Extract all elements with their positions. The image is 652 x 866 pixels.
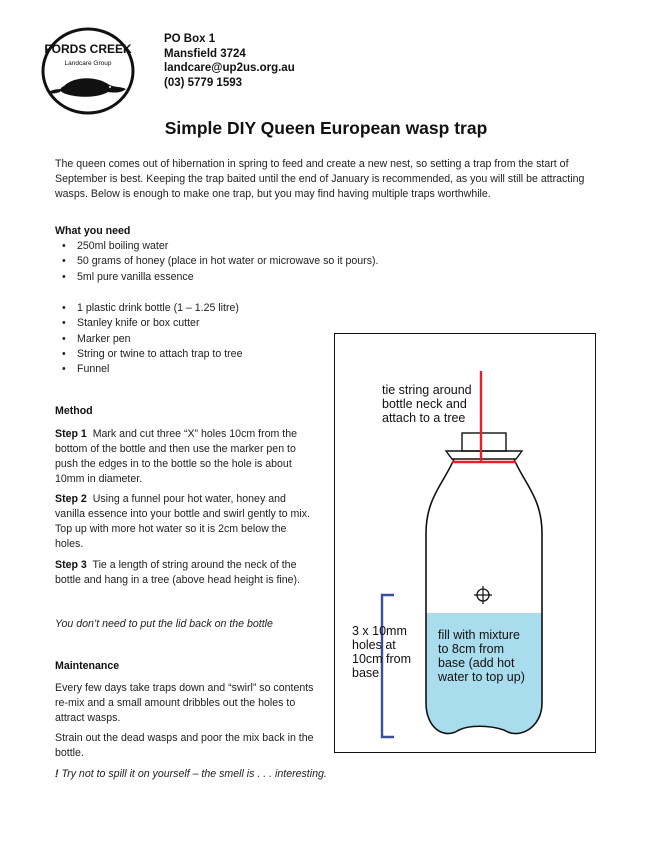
method-heading: Method [55, 405, 93, 417]
step-1 [55, 427, 317, 487]
warning-note [55, 768, 327, 780]
intro-paragraph: The queen comes out of hibernation in spring to feed and create a new nest, so setting a trap from the start of September is best. Keeping the trap baited until the end of January is recommended, as you will still be attracting wasps. Below is enough to make one trap, but you may find having multiple traps worthwhile. [55, 158, 585, 200]
step-2 [55, 492, 317, 552]
holes-label-line-4: base [352, 666, 380, 680]
list-item: • String or twine to attach trap to tree [55, 347, 242, 362]
fill-label-line-3: base (add hot [438, 656, 515, 670]
maintenance-para-2: Strain out the dead wasps and poor the mix back in the bottle. [55, 732, 314, 759]
list-item: • Marker pen [55, 332, 242, 347]
string-label-line-2: bottle neck and [382, 397, 467, 411]
ingredients-list [55, 239, 378, 285]
contact-town: Mansfield 3724 [164, 47, 246, 60]
logo-title: FORDS CREEK [44, 42, 132, 56]
holes-label-line-2: holes at [352, 638, 396, 652]
maintenance-heading: Maintenance [55, 660, 120, 672]
holes-label-line-3: 10cm from [352, 652, 412, 666]
list-item: • 1 plastic drink bottle (1 – 1.25 litre) [55, 301, 242, 316]
step-1-label: Step 1 [55, 428, 87, 440]
list-item: • 5ml pure vanilla essence [55, 270, 378, 285]
fill-label-line-4: water to top up) [438, 670, 525, 684]
list-item: • 50 grams of honey (place in hot water or microwave so it pours). [55, 254, 378, 269]
contact-phone: (03) 5779 1593 [164, 76, 243, 89]
lid-note: You don’t need to put the lid back on the bottle [55, 618, 273, 630]
contact-po-box: PO Box 1 [164, 33, 216, 45]
string-label-line-3: attach to a tree [382, 411, 466, 425]
fill-label-line-1: fill with mixture [438, 628, 520, 642]
fill-label-line-2: to 8cm from [438, 642, 504, 656]
warning-text: Try not to spill it on yourself – the smell is . . . interesting. [61, 768, 327, 780]
list-item: • Funnel [55, 362, 242, 377]
equipment-list [55, 301, 242, 377]
holes-label-line-1: 3 x 10mm [352, 624, 407, 638]
step-3-label: Step 3 [55, 559, 87, 571]
maintenance-para-1: Every few days take traps down and “swirl” so contents re-mix and a small amount dribbles out the holes to attract wasps. [55, 682, 314, 724]
fords-creek-logo [40, 26, 138, 116]
step-2-label: Step 2 [55, 493, 87, 505]
bottle-trap-diagram [334, 333, 596, 753]
page-title: Simple DIY Queen European wasp trap [164, 118, 488, 138]
warning-icon: ! [55, 768, 59, 780]
step-1-text: Mark and cut three “X” holes 10cm from the bottom of the bottle and then use the marker pen to push the edges in to the bottle so the hole is about 10mm in diameter. [55, 428, 297, 485]
logo-subtitle: Landcare Group [64, 60, 112, 67]
string-label-line-1: tie string around [382, 383, 472, 397]
contact-block [164, 32, 295, 90]
list-item: • Stanley knife or box cutter [55, 316, 242, 331]
step-2-text: Using a funnel pour hot water, honey and vanilla essence into your bottle and swirl gently to mix. Top up with more hot water so it is 2cm below the holes. [55, 493, 310, 550]
step-3 [55, 558, 317, 588]
contact-email[interactable]: landcare@up2us.org.au [164, 62, 295, 74]
list-item: • 250ml boiling water [55, 239, 378, 254]
what-you-need-heading: What you need [55, 225, 131, 237]
step-3-text: Tie a length of string around the neck of the bottle and hang in a tree (above head height is fine). [55, 559, 301, 586]
